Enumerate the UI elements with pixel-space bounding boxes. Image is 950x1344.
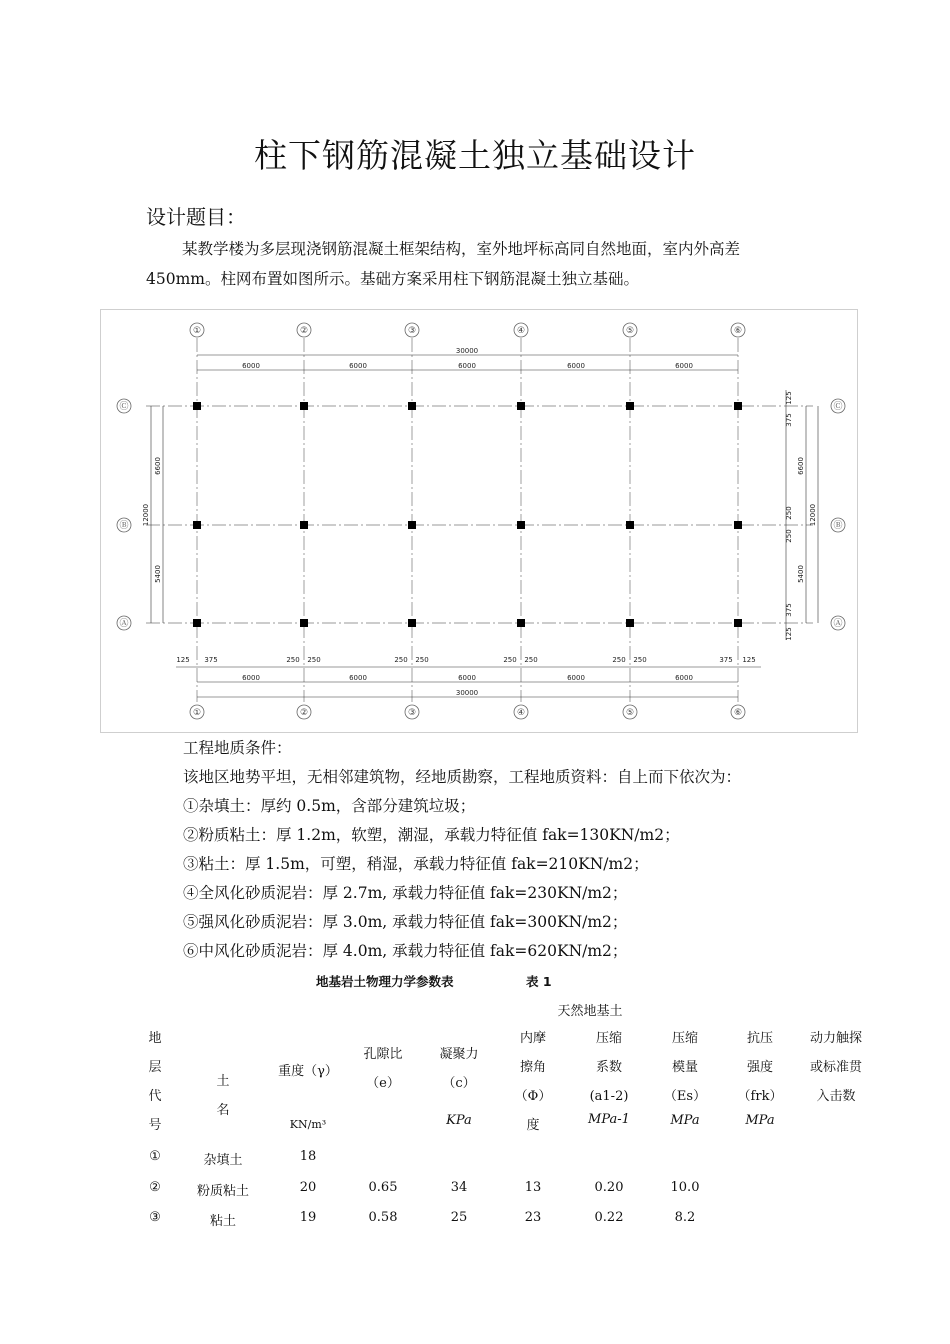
- geology-layer-6: ⑥中风化砂质泥岩：厚 4.0m, 承载力特征值 fak=620KN/m2；: [183, 942, 628, 960]
- dim-right-a-bot: 125: [785, 627, 793, 641]
- geology-section: [183, 734, 741, 966]
- dim-left-ba: 5400: [154, 565, 162, 583]
- axis-label-4-bottom: ④: [516, 708, 526, 718]
- dim-top-total: 30000: [455, 347, 479, 355]
- dim-right-cb: 6600: [797, 457, 805, 475]
- dim-right-total: 12000: [809, 503, 817, 527]
- dim-bottom-bay-5: 6000: [675, 674, 693, 682]
- column-c6: [734, 402, 742, 410]
- column-a4: [517, 619, 525, 627]
- dim-offset-6a: 375: [719, 656, 733, 664]
- dim-offset-6b: 125: [742, 656, 756, 664]
- row-id: ②: [149, 1180, 161, 1195]
- row-compress: 0.22: [594, 1210, 624, 1225]
- dim-bottom-bay-4: 6000: [567, 674, 585, 682]
- geology-layer-1: ①杂填土：厚约 0.5m，含部分建筑垃圾；: [183, 797, 476, 815]
- column-c4: [517, 402, 525, 410]
- row-id: ①: [149, 1149, 161, 1164]
- column-a2: [300, 619, 308, 627]
- dim-right-b-top: 250: [785, 506, 793, 520]
- dim-top-bay-2: 6000: [349, 362, 367, 370]
- axis-label-5-bottom: ⑤: [625, 708, 635, 718]
- column-a3: [408, 619, 416, 627]
- column-b6: [734, 521, 742, 529]
- column-b2: [300, 521, 308, 529]
- header-cohesion: 凝聚力 （c）: [439, 1047, 479, 1091]
- axis-label-6-top: ⑥: [733, 326, 743, 336]
- geology-layer-5: ⑤强风化砂质泥岩：厚 3.0m, 承载力特征值 fak=300KN/m2；: [183, 913, 628, 931]
- dim-bottom-bay-3: 6000: [458, 674, 476, 682]
- header-penetration: 动力触探 或标准贯 入击数: [809, 1031, 862, 1104]
- geology-layer-2: ②粉质粘土：厚 1.2m，软塑，潮湿，承载力特征值 fak=130KN/m2；: [183, 826, 680, 844]
- header-strength-unit: MPa: [745, 1113, 775, 1128]
- column-grid-plan: [100, 309, 858, 733]
- row-name: 粉质粘土: [196, 1184, 249, 1199]
- column-b5: [626, 521, 634, 529]
- dim-right-b-bot: 250: [785, 529, 793, 543]
- axis-label-c-left: Ⓒ: [119, 402, 129, 412]
- row-friction: 13: [524, 1180, 542, 1195]
- dim-offset-3a: 250: [394, 656, 408, 664]
- dim-offset-5a: 250: [612, 656, 626, 664]
- intro-paragraph: 某教学楼为多层现浇钢筋混凝土框架结构，室外地坪标高同自然地面，室内外高差450mm。柱网布置如图所示。基础方案采用柱下钢筋混凝土独立基础。: [146, 240, 741, 288]
- dim-left-cb: 6600: [154, 457, 162, 475]
- column-b3: [408, 521, 416, 529]
- header-compression-modulus: 压缩 模量 （Es）: [663, 1031, 707, 1104]
- dim-top-bay-5: 6000: [675, 362, 693, 370]
- dim-right-a-top: 375: [785, 603, 793, 617]
- column-c1: [193, 402, 201, 410]
- dim-right-ba: 5400: [797, 565, 805, 583]
- dim-top-bay-1: 6000: [242, 362, 260, 370]
- column-c5: [626, 402, 634, 410]
- axis-label-3-top: ③: [407, 326, 417, 336]
- geology-layer-4: ④全风化砂质泥岩：厚 2.7m, 承载力特征值 fak=230KN/m2；: [183, 884, 628, 902]
- axis-label-b-left: Ⓑ: [119, 521, 129, 531]
- axis-label-2-bottom: ②: [299, 708, 309, 718]
- axis-label-5-top: ⑤: [625, 326, 635, 336]
- dim-offset-4a: 250: [503, 656, 517, 664]
- column-a1: [193, 619, 201, 627]
- dim-bottom-bay-2: 6000: [349, 674, 367, 682]
- axis-label-1-bottom: ①: [192, 708, 202, 718]
- row-density: 19: [299, 1210, 317, 1225]
- dim-bottom-bay-1: 6000: [242, 674, 260, 682]
- axis-label-1-top: ①: [192, 326, 202, 336]
- axis-label-c-right: Ⓒ: [833, 402, 843, 412]
- dim-offset-5b: 250: [633, 656, 647, 664]
- header-density-unit: KN/m³: [289, 1118, 327, 1131]
- row-name: 杂填土: [203, 1153, 243, 1168]
- dim-offset-3b: 250: [415, 656, 429, 664]
- page-title: 柱下钢筋混凝土独立基础设计: [254, 136, 696, 175]
- row-density: 20: [299, 1180, 317, 1195]
- row-id: ③: [149, 1210, 161, 1225]
- table-number: 表 1: [526, 974, 552, 989]
- header-soil-name: 土 名: [216, 1074, 230, 1118]
- axis-label-2-top: ②: [299, 326, 309, 336]
- header-density: 重度（γ）: [278, 1064, 338, 1079]
- dim-offset-1a: 125: [176, 656, 190, 664]
- dim-top-bay-3: 6000: [458, 362, 476, 370]
- dim-offset-4b: 250: [524, 656, 538, 664]
- header-friction-angle: 内摩 擦角 （Φ） 度: [514, 1031, 552, 1133]
- dim-right-c-bot: 375: [785, 413, 793, 427]
- dim-top-bay-4: 6000: [567, 362, 585, 370]
- dim-offset-1b: 375: [204, 656, 218, 664]
- header-modulus-unit: MPa: [670, 1113, 700, 1128]
- column-a6: [734, 619, 742, 627]
- plan-drawing: [101, 310, 857, 732]
- header-layer-code: 地 层 代 号: [148, 1031, 162, 1133]
- geology-description: 该地区地势平坦，无相邻建筑物，经地质勘察，工程地质资料：自上而下依次为：: [183, 768, 742, 786]
- row-void: 0.65: [368, 1180, 398, 1195]
- row-modulus: 8.2: [674, 1210, 696, 1225]
- dim-offset-2b: 250: [307, 656, 321, 664]
- dim-left-total: 12000: [142, 503, 150, 527]
- header-compression-coef: 压缩 系数 (a1-2): [589, 1031, 629, 1104]
- row-modulus: 10.0: [670, 1180, 700, 1195]
- row-cohesion: 25: [450, 1210, 468, 1225]
- table-caption: 地基岩土物理力学参数表: [316, 974, 454, 989]
- dim-right-c-top: 125: [785, 391, 793, 405]
- axis-label-a-right: Ⓐ: [833, 619, 843, 629]
- axis-label-a-left: Ⓐ: [119, 619, 129, 629]
- row-void: 0.58: [368, 1210, 398, 1225]
- row-compress: 0.20: [594, 1180, 624, 1195]
- geology-layer-3: ③粘土：厚 1.5m，可塑，稍湿，承载力特征值 fak=210KN/m2；: [183, 855, 649, 873]
- axis-label-4-top: ④: [516, 326, 526, 336]
- row-density: 18: [299, 1149, 317, 1164]
- header-cohesion-unit: KPa: [446, 1113, 472, 1128]
- table-group-header: 天然地基土: [557, 1004, 623, 1019]
- header-void-ratio: 孔隙比 （e）: [363, 1047, 403, 1091]
- column-b1: [193, 521, 201, 529]
- column-c2: [300, 402, 308, 410]
- dim-offset-2a: 250: [286, 656, 300, 664]
- column-a5: [626, 619, 634, 627]
- geology-heading: 工程地质条件：: [183, 739, 292, 757]
- axis-label-6-bottom: ⑥: [733, 708, 743, 718]
- row-friction: 23: [524, 1210, 542, 1225]
- column-c3: [408, 402, 416, 410]
- header-compression-unit: MPa-1: [588, 1112, 630, 1127]
- header-compressive-strength: 抗压 强度 （frk）: [737, 1031, 783, 1104]
- section-title: 设计题目：: [146, 205, 246, 229]
- dim-bottom-total: 30000: [455, 689, 479, 697]
- column-b4: [517, 521, 525, 529]
- axis-label-b-right: Ⓑ: [833, 521, 843, 531]
- row-name: 粘土: [209, 1214, 236, 1229]
- row-cohesion: 34: [450, 1180, 468, 1195]
- axis-label-3-bottom: ③: [407, 708, 417, 718]
